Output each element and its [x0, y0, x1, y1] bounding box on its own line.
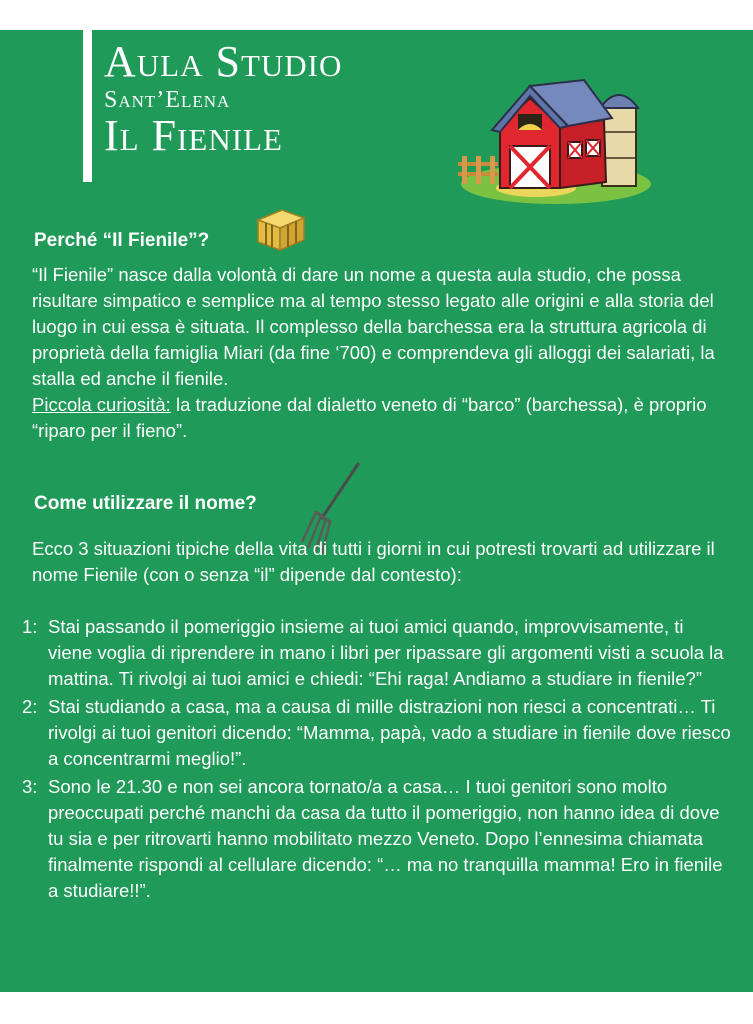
origin-text: “Il Fienile” nasce dalla volontà di dare un nome a questa aula studio, che possa risultare simpatico e semplice ma al tempo stesso legato alle origini e alla storia del luogo in cui essa è situata. Il complesso della barchessa era la struttura agricola di proprietà della famiglia Miari (da fine ‘700) e comprendeva gli alloggi dei salariati, la stalla ed anche il fienile.: [32, 264, 715, 389]
title-accent-bar: [83, 30, 92, 182]
list-item: [22, 614, 732, 692]
green-panel: [0, 30, 753, 992]
barn-icon: [456, 56, 656, 206]
section-intro: Ecco 3 situazioni tipiche della vita di tutti i giorni in cui potresti trovarti ad utilizzare il nome Fienile (con o senza “il” dipende dal contesto):: [32, 538, 715, 585]
list-item: [22, 774, 732, 904]
curiosity-text: la traduzione dal dialetto veneto di “barco” (barchessa), è proprio “riparo per il fieno”.: [32, 394, 707, 441]
list-item-number: 3:: [22, 776, 38, 797]
list-item-text: Sono le 21.30 e non sei ancora tornato/a a casa… I tuoi genitori sono molto preoccupati perché manchi da casa da tutto il pomeriggio, non hanno idea di dove tu sia e per ritrovarti hanno mobilitato mezzo Veneto. Dopo l’ennesima chiamata finalmente rispondi al cellulare dicendo: “… ma no tranquilla mamma! Ero in fienile a studiare!!”.: [48, 776, 723, 901]
title-line-santelena: Sant’Elena: [104, 87, 231, 113]
list-item-number: 1:: [22, 616, 38, 637]
hay-bale-icon: [252, 206, 308, 252]
list-item-text: Stai passando il pomeriggio insieme ai tuoi amici quando, improvvisamente, ti viene voglia di riprendere in mano i libri per ripassare gli argomenti visti a scuola la mattina. Ti rivolgi ai tuoi amici e chiedi: “Ehi raga! Andiamo a studiare in fienile?”: [48, 616, 724, 689]
situations-list: [22, 614, 732, 906]
section-heading-come-utilizzare: Come utilizzare il nome?: [34, 493, 257, 514]
list-item-number: 2:: [22, 696, 38, 717]
curiosity-label: Piccola curiosità:: [32, 394, 171, 415]
list-item-text: Stai studiando a casa, ma a causa di mille distrazioni non riesci a concentrati… Ti rivolgi ai tuoi genitori dicendo: “Mamma, papà, vado a studiare in fienile dove riesco a concentrarmi meglio!”.: [48, 696, 731, 769]
title-line-aula-studio: Aula Studio: [104, 37, 343, 86]
section-heading-perche: Perché “Il Fienile”?: [34, 230, 210, 251]
curiosity-line: [32, 392, 732, 444]
section-paragraph-origin: [32, 262, 732, 444]
list-item: [22, 694, 732, 772]
page-title: [104, 37, 343, 160]
title-line-il-fienile: Il Fienile: [104, 111, 283, 160]
